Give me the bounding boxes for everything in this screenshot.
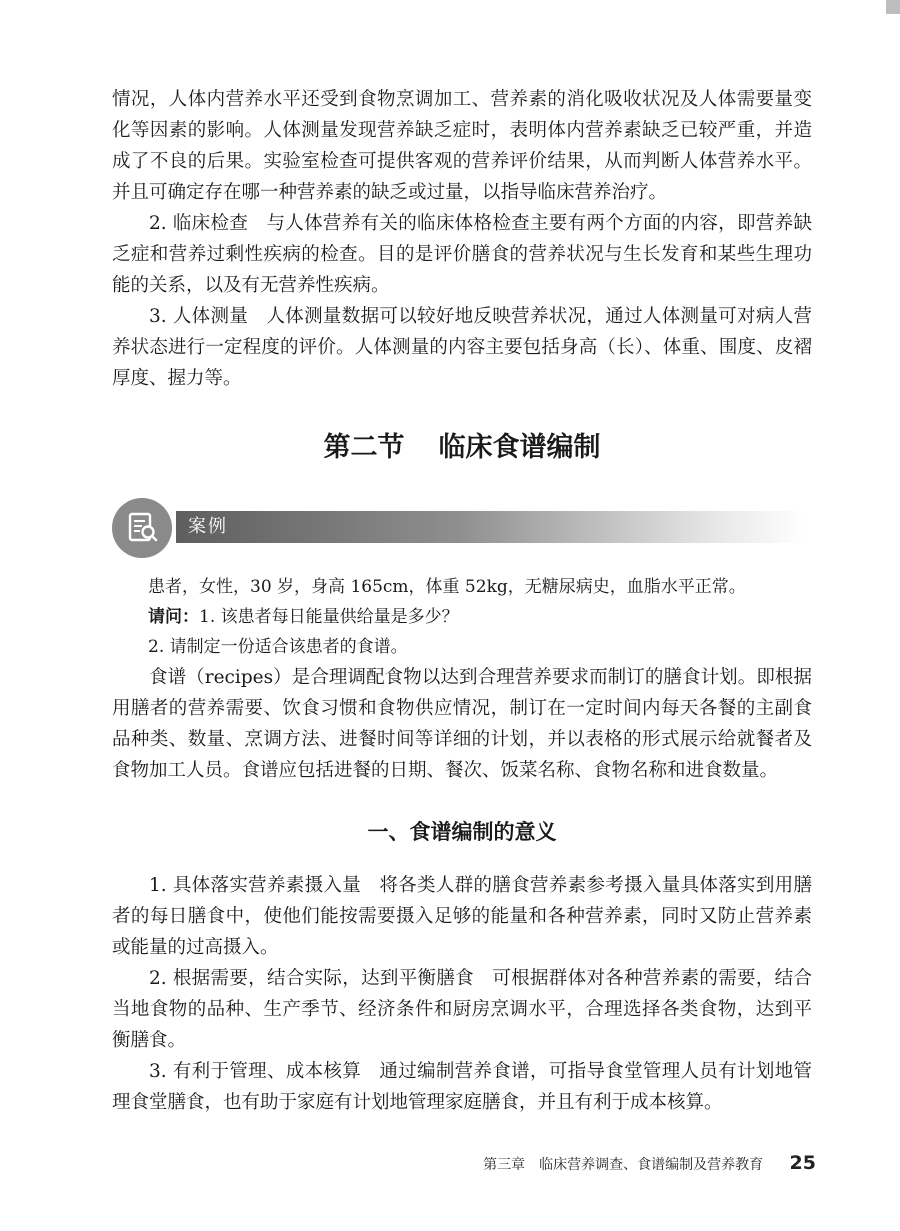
question-label: 请问： xyxy=(148,607,199,627)
page-footer xyxy=(483,1152,816,1174)
item-text: 人体测量数据可以较好地反映营养状况，通过人体测量可对病人营养状态进行一定程度的评价。人体测量的内容主要包括身高（长）、体重、围度、皮褶厚度、握力等。 xyxy=(112,306,812,389)
item-heading: 1. 具体落实营养素摄入量 xyxy=(149,875,362,896)
section-number: 第二节 xyxy=(323,432,405,463)
case-header xyxy=(112,498,812,558)
section-title xyxy=(112,428,812,468)
chapter-number: 第三章 xyxy=(483,1157,526,1173)
case-question-1 xyxy=(148,602,812,632)
item-text: 将各类人群的膳食营养素参考摄入量具体落实到用膳者的每日膳食中，使他们能按需要摄入足够的能量和各种营养素，同时又防止营养素或能量的过高摄入。 xyxy=(112,875,812,958)
case-label: 案例 xyxy=(188,516,228,537)
case-title-bar xyxy=(176,511,806,543)
item-text: 与人体营养有关的临床体格检查主要有两个方面的内容，即营养缺乏症和营养过剩性疾病的检查。目的是评价膳食的营养状况与生长发育和某些生理功能的关系，以及有无营养性疾病。 xyxy=(112,213,812,296)
item-text: 可根据群体对各种营养素的需要，结合当地食物的品种、生产季节、经济条件和厨房烹调水平，合理选择各类食物，达到平衡膳食。 xyxy=(112,968,812,1051)
intro-paragraph: 情况，人体内营养水平还受到食物烹调加工、营养素的消化吸收状况及人体需要量变化等因素的影响。人体测量发现营养缺乏症时，表明体内营养素缺乏已较严重，并造成了不良的后果。实验室检查可提供客观的营养评价结果，从而判断人体营养水平。并且可确定存在哪一种营养素的缺乏或过量，以指导临床营养治疗。 xyxy=(112,89,812,203)
item-intake xyxy=(112,870,812,963)
item-management xyxy=(112,1056,812,1118)
document-search-icon xyxy=(112,498,172,558)
item-clinical-exam xyxy=(112,208,812,301)
page-content xyxy=(112,84,812,1118)
item-balanced-diet xyxy=(112,963,812,1056)
item-anthropometry xyxy=(112,301,812,394)
case-description: 患者，女性，30 岁，身高 165cm，体重 52kg，无糖尿病史，血脂水平正常。 xyxy=(148,577,746,597)
item-heading: 3. 有利于管理、成本核算 xyxy=(149,1061,362,1082)
question-text: 1. 该患者每日能量供给量是多少？ xyxy=(199,607,459,627)
corner-mark xyxy=(886,0,900,14)
subsection-title: 一、食谱编制的意义 xyxy=(367,820,557,844)
recipe-paragraph: 食谱（recipes）是合理调配食物以达到合理营养要求而制订的膳食计划。即根据用膳者的营养需要、饮食习惯和食物供应情况，制订在一定时间内每天各餐的主副食品种类、数量、烹调方法、进餐时间等详细的计划，并以表格的形式展示给就餐者及食物加工人员。食谱应包括进餐的日期、餐次、饭菜名称、食物名称和进食数量。 xyxy=(112,667,812,781)
section-name: 临床食谱编制 xyxy=(438,432,601,463)
item-text: 通过编制营养食谱，可指导食堂管理人员有计划地管理食堂膳食，也有助于家庭有计划地管理家庭膳食，并且有利于成本核算。 xyxy=(112,1061,812,1113)
page-number: 25 xyxy=(789,1152,816,1174)
item-heading: 3. 人体测量 xyxy=(149,306,249,327)
case-question-2: 2. 请制定一份适合该患者的食谱。 xyxy=(148,637,408,657)
case-body xyxy=(148,572,812,662)
item-heading: 2. 临床检查 xyxy=(149,213,249,234)
chapter-title: 临床营养调查、食谱编制及营养教育 xyxy=(539,1157,764,1173)
item-heading: 2. 根据需要，结合实际，达到平衡膳食 xyxy=(149,968,475,989)
